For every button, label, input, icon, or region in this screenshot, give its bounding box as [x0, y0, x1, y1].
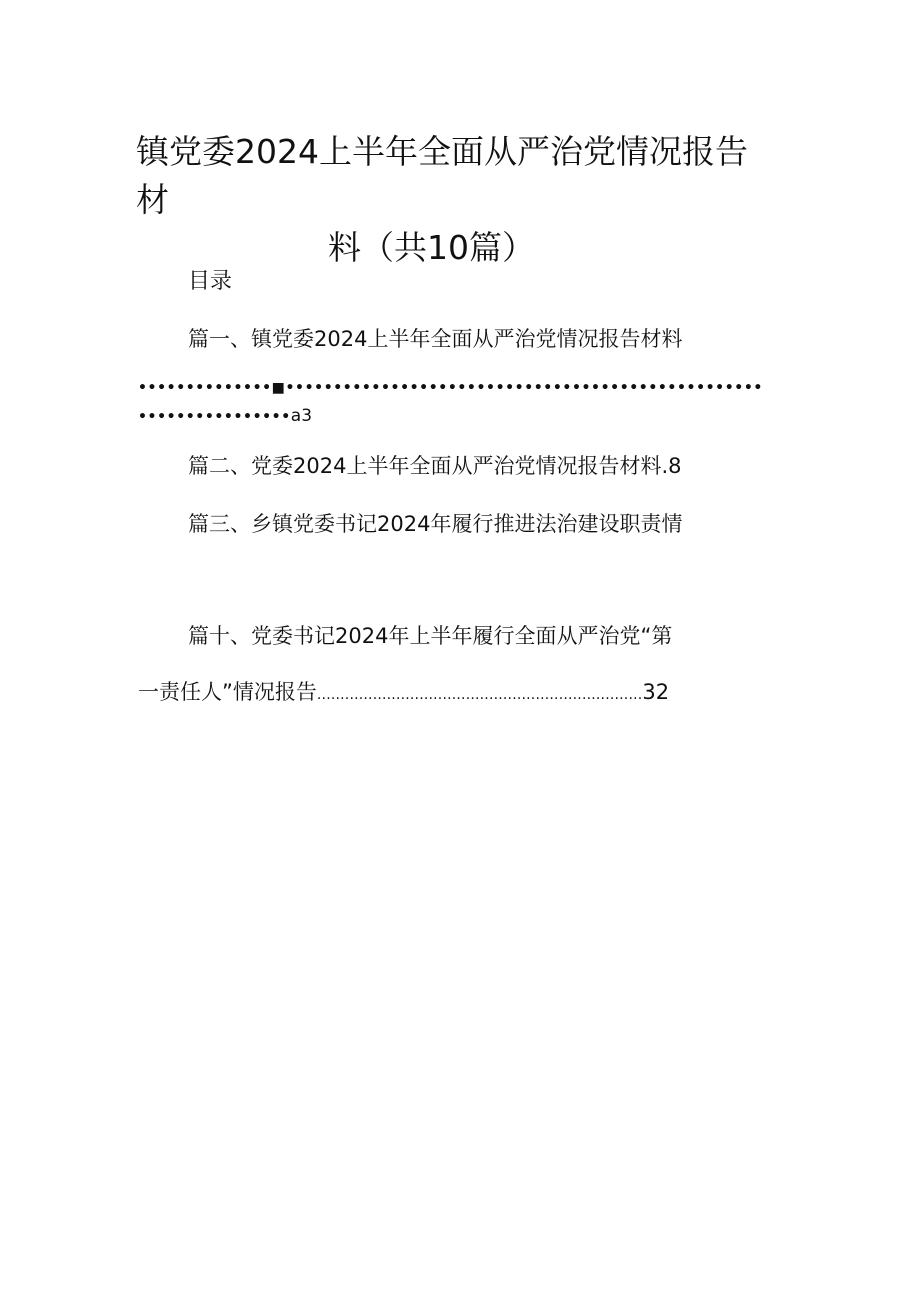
title-line-2: 料（共10篇）	[328, 228, 535, 267]
toc-heading: 目录	[188, 269, 233, 294]
toc-entry-10-continued[interactable]	[138, 676, 669, 711]
document-title	[136, 128, 776, 272]
toc-entry-1-leader-1: ••••••••••••••■••••••••••••••••••••••••••••••••••••••••••••••••••	[138, 380, 763, 396]
toc-entry-1[interactable]	[188, 323, 682, 355]
toc-entry-10[interactable]	[188, 620, 672, 652]
toc-entry-2[interactable]	[188, 450, 682, 482]
toc-entry-10-leader: ......................................................................	[316, 687, 643, 703]
toc-entry-10-text-2: 一责任人”情况报告	[138, 680, 317, 704]
toc-entry-10-page: 32	[642, 680, 670, 704]
toc-entry-2-text: 篇二、党委2024上半年全面从严治党情况报告材料	[188, 454, 662, 478]
title-line-1: 镇党委2024上半年全面从严治党情况报告材	[136, 132, 748, 219]
toc-entry-3-text: 篇三、乡镇党委书记2024年履行推进法治建设职责情	[188, 512, 683, 536]
toc-entry-1-page: a3	[290, 406, 313, 426]
toc-entry-1-leader-2	[138, 406, 312, 427]
toc-entry-1-dots: ••••••••••••••••	[138, 409, 291, 425]
toc-entry-3[interactable]	[188, 508, 682, 540]
toc-entry-1-text: 篇一、镇党委2024上半年全面从严治党情况报告材料	[188, 327, 683, 351]
toc-entry-10-text-1: 篇十、党委书记2024年上半年履行全面从严治党“第	[188, 624, 673, 648]
toc-entry-2-page: .8	[661, 454, 682, 478]
